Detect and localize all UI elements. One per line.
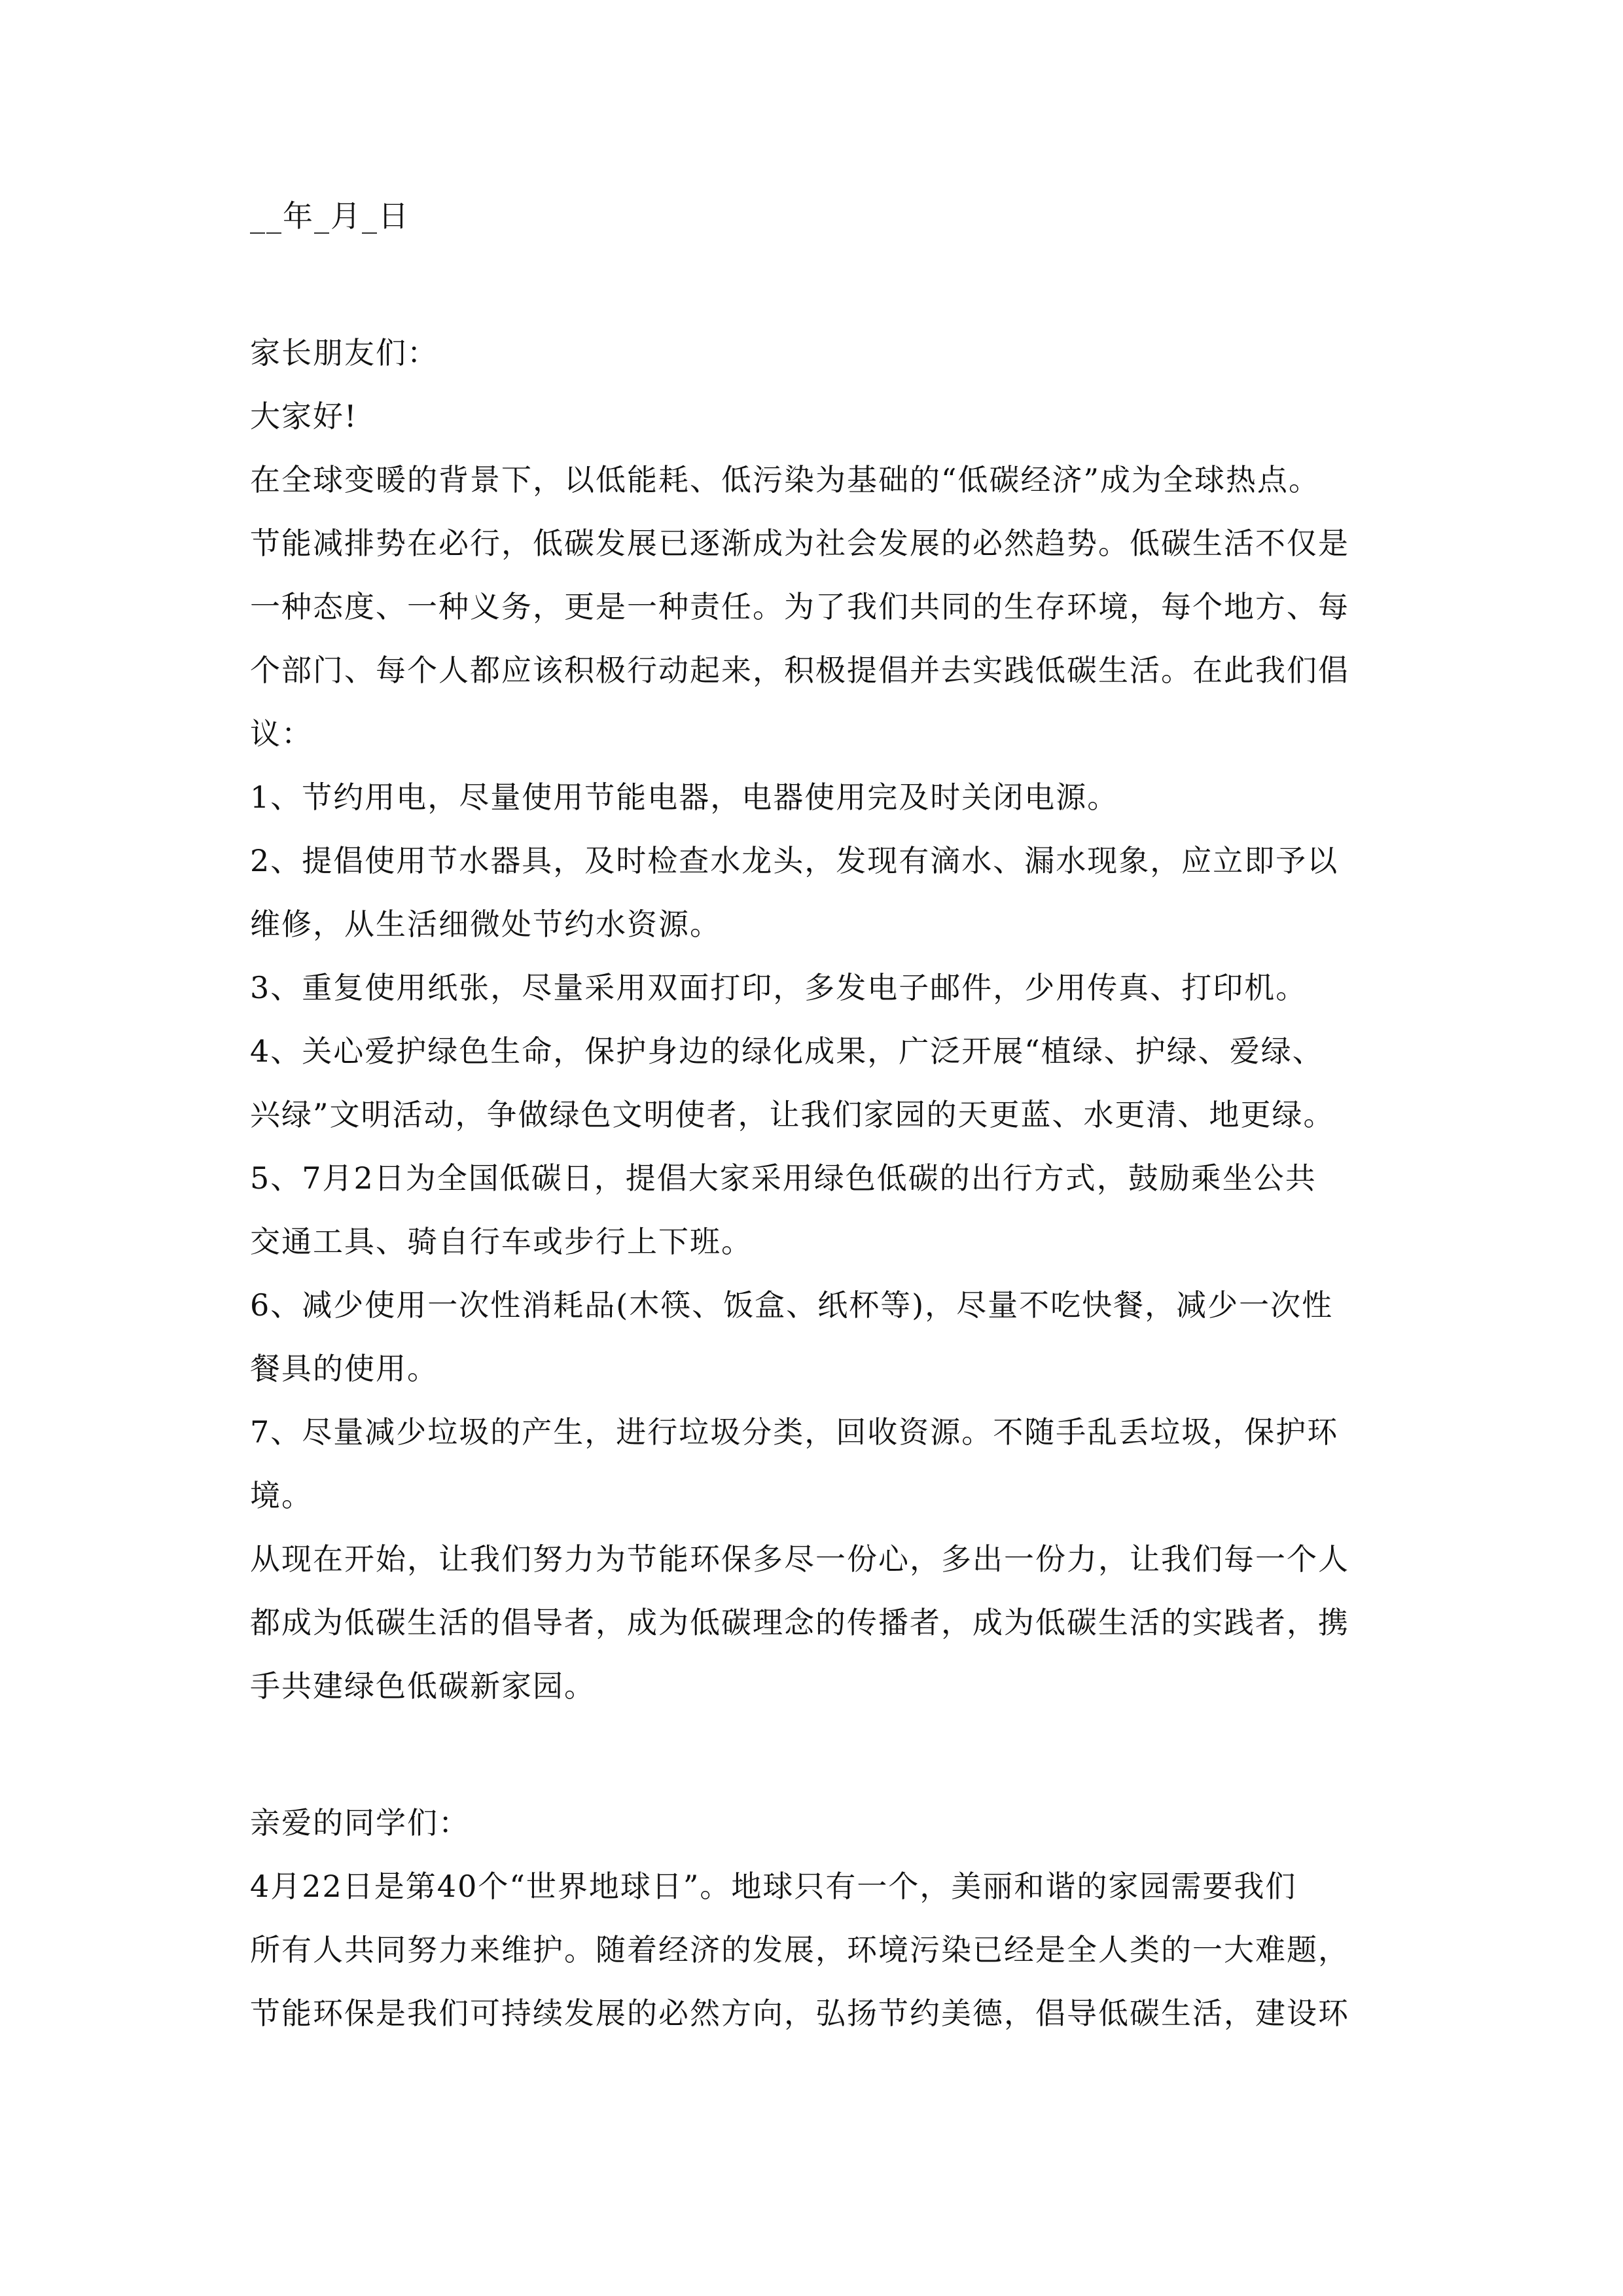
- paragraph-line: 都成为低碳生活的倡导者，成为低碳理念的传播者，成为低碳生活的实践者，携: [250, 1605, 1349, 1640]
- letter1-greeting: 大家好!: [250, 399, 358, 434]
- paragraph-line: 节能减排势在必行，低碳发展已逐渐成为社会发展的必然趋势。低碳生活不仅是: [250, 526, 1349, 561]
- paragraph-line: 交通工具、骑自行车或步行上下班。: [250, 1224, 753, 1259]
- paragraph-line: 议：: [250, 716, 313, 751]
- paragraph-line: 节能环保是我们可持续发展的必然方向，弘扬节约美德，倡导低碳生活，建设环: [250, 1996, 1349, 2031]
- paragraph-line: 一种态度、一种义务，更是一种责任。为了我们共同的生存环境，每个地方、每: [250, 589, 1349, 624]
- paragraph-line: 2、提倡使用节水器具，及时检查水龙头，发现有滴水、漏水现象，应立即予以: [250, 843, 1339, 878]
- paragraph-line: 7、尽量减少垃圾的产生，进行垃圾分类，回收资源。不随手乱丢垃圾，保护环: [250, 1414, 1339, 1450]
- letter1-salutation: 家长朋友们：: [250, 335, 438, 370]
- paragraph-line: 兴绿”文明活动，争做绿色文明使者，让我们家园的天更蓝、水更清、地更绿。: [250, 1097, 1335, 1132]
- paragraph-line: 6、减少使用一次性消耗品(木筷、饭盒、纸杯等)，尽量不吃快餐，减少一次性: [250, 1287, 1334, 1323]
- paragraph-line: 从现在开始，让我们努力为节能环保多尽一份心，多出一份力，让我们每一个人: [250, 1541, 1349, 1577]
- paragraph-line: 在全球变暖的背景下，以低能耗、低污染为基础的“低碳经济”成为全球热点。: [250, 462, 1321, 497]
- paragraph-line: 个部门、每个人都应该积极行动起来，积极提倡并去实践低碳生活。在此我们倡: [250, 653, 1349, 688]
- paragraph-line: 4、关心爱护绿色生命，保护身边的绿化成果，广泛开展“植绿、护绿、爱绿、: [250, 1033, 1324, 1069]
- paragraph-line: 所有人共同努力来维护。随着经济的发展，环境污染已经是全人类的一大难题，: [250, 1932, 1349, 1967]
- paragraph-line: 维修，从生活细微处节约水资源。: [250, 906, 721, 942]
- paragraph-line: 5、7月2日为全国低碳日，提倡大家采用绿色低碳的出行方式，鼓励乘坐公共: [250, 1160, 1317, 1196]
- paragraph-line: 手共建绿色低碳新家园。: [250, 1668, 596, 1704]
- paragraph-line: 餐具的使用。: [250, 1351, 438, 1386]
- paragraph-line: 境。: [250, 1478, 313, 1513]
- paragraph-line: 4月22日是第40个“世界地球日”。地球只有一个，美丽和谐的家园需要我们: [250, 1869, 1297, 1904]
- paragraph-line: 1、节约用电，尽量使用节能电器，电器使用完及时关闭电源。: [250, 780, 1119, 815]
- letter2-salutation: 亲爱的同学们：: [250, 1805, 470, 1840]
- date-line: __年_月_日: [250, 198, 410, 234]
- paragraph-line: 3、重复使用纸张，尽量采用双面打印，多发电子邮件，少用传真、打印机。: [250, 970, 1308, 1005]
